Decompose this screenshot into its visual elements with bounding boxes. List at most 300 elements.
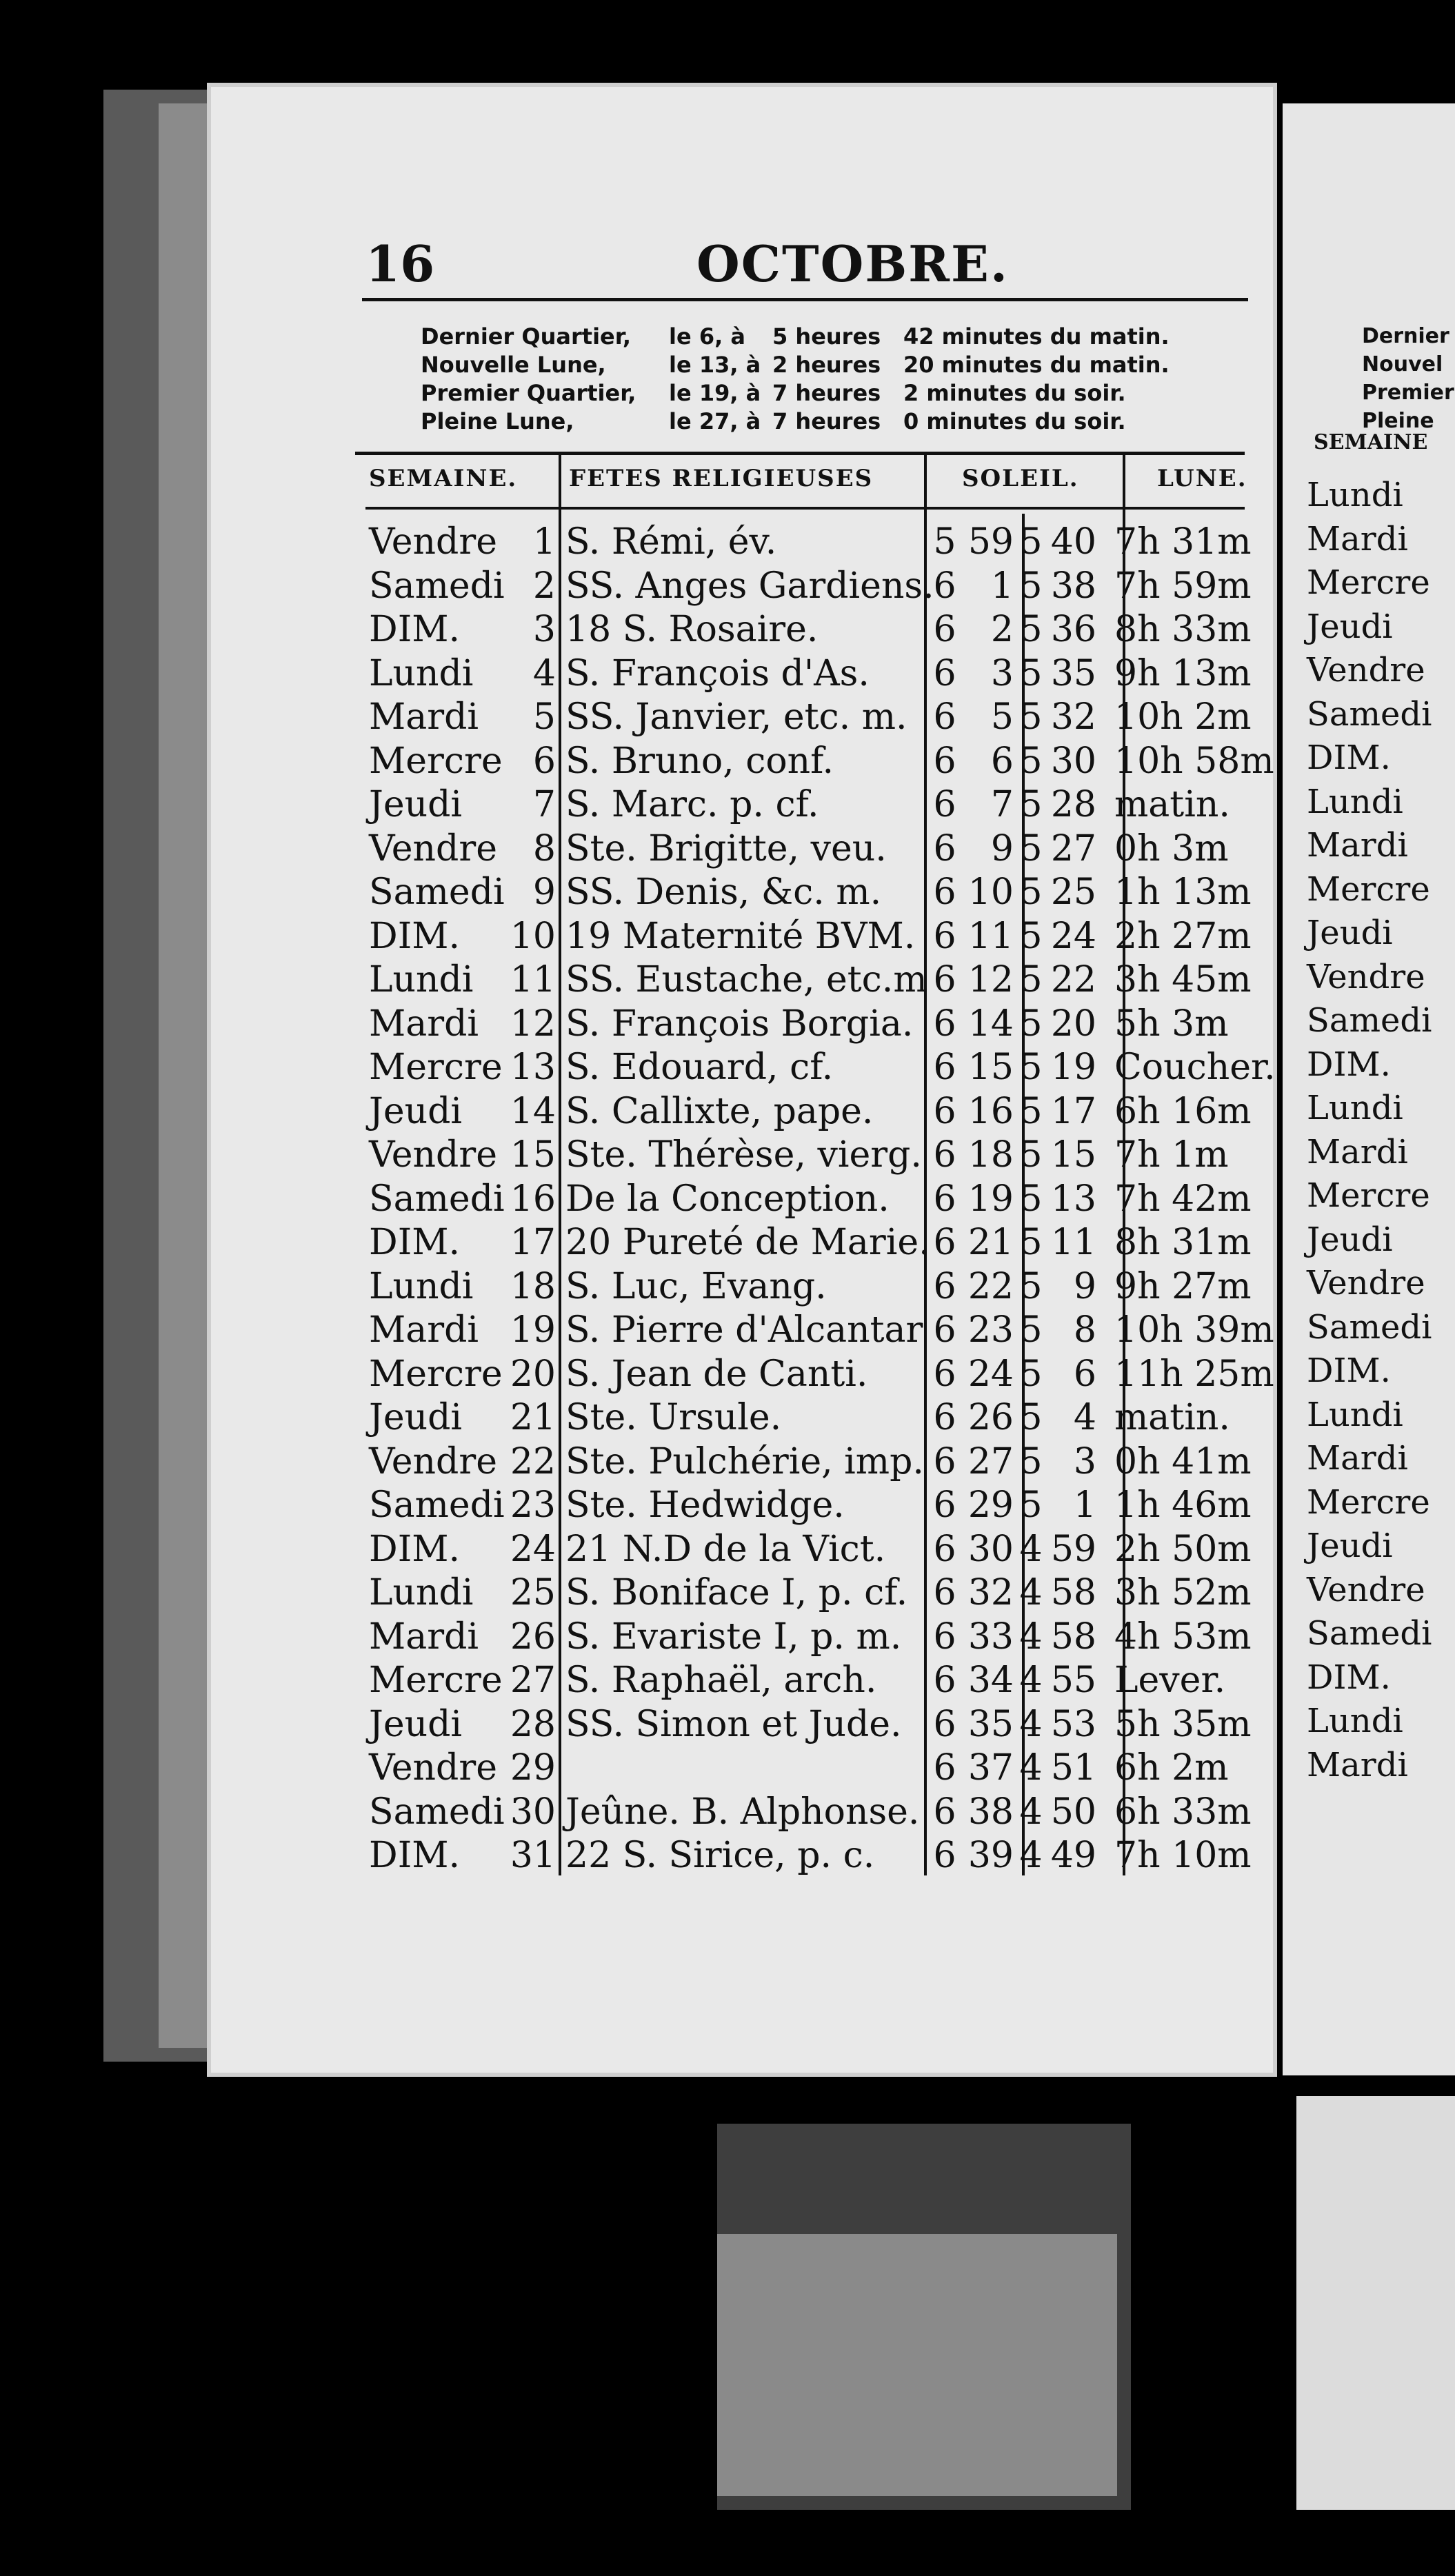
facing-page-day: Vendre xyxy=(1307,1570,1425,1609)
facing-page-day: Lundi xyxy=(1307,1395,1403,1434)
sunrise-hour: 6 xyxy=(933,1616,956,1658)
col-header-lune: LUNE. xyxy=(1157,465,1247,492)
facing-page-day: Lundi xyxy=(1307,1089,1403,1127)
sunset-minute: 19 xyxy=(1050,1047,1096,1088)
moon-phase-row xyxy=(421,351,1193,379)
moon-phases xyxy=(421,323,1193,436)
moon-time: 6h 16m xyxy=(1114,1090,1252,1132)
sunrise-hour: 6 xyxy=(933,915,956,957)
sunset-minute: 51 xyxy=(1050,1747,1096,1789)
table-header-rule xyxy=(365,507,1245,510)
feast-name: SS. Anges Gardiens. xyxy=(565,565,934,607)
feast-name: 19 Maternité BVM. xyxy=(565,915,916,957)
moon-time: matin. xyxy=(1114,1397,1230,1438)
background-object-light xyxy=(717,2234,1117,2496)
calendar-row xyxy=(369,1134,1245,1176)
sunrise-minute: 29 xyxy=(967,1485,1014,1526)
day-name: Lundi xyxy=(369,1265,474,1307)
sunset-hour: 4 xyxy=(1019,1616,1043,1658)
sunset-hour: 5 xyxy=(1019,872,1043,913)
calendar-row xyxy=(369,871,1252,914)
feast-name: 20 Pureté de Marie. xyxy=(565,1222,930,1263)
day-number: 5 xyxy=(532,696,556,738)
day-name: Lundi xyxy=(369,1572,474,1613)
day-name: Jeudi xyxy=(369,1090,463,1132)
sunset-hour: 5 xyxy=(1019,1178,1043,1220)
sunset-minute: 30 xyxy=(1050,740,1096,782)
sunrise-minute: 14 xyxy=(967,1003,1014,1045)
sunset-minute: 4 xyxy=(1073,1397,1096,1438)
sunrise-minute: 33 xyxy=(967,1616,1014,1658)
sunset-hour: 5 xyxy=(1019,521,1043,563)
sunrise-hour: 6 xyxy=(933,1222,956,1263)
sunrise-minute: 24 xyxy=(967,1353,1014,1395)
calendar-row xyxy=(369,565,1252,607)
sunrise-hour: 6 xyxy=(933,740,956,782)
calendar-row xyxy=(369,1528,1252,1571)
calendar-row xyxy=(369,652,1252,695)
moon-time: 6h 33m xyxy=(1114,1791,1252,1833)
sunset-hour: 4 xyxy=(1019,1747,1043,1789)
phase-minutes: 42 minutes du matin. xyxy=(903,323,1170,350)
sunset-hour: 5 xyxy=(1019,652,1043,694)
day-name: DIM. xyxy=(369,1528,461,1570)
day-number: 28 xyxy=(510,1703,556,1745)
facing-page-day: DIM. xyxy=(1307,738,1391,777)
sunset-minute: 17 xyxy=(1050,1090,1096,1132)
sunset-hour: 5 xyxy=(1019,1353,1043,1395)
moon-time: 6h 2m xyxy=(1114,1747,1229,1789)
feast-name: Ste. Thérèse, vierg. xyxy=(565,1134,922,1176)
day-name: Mercre xyxy=(369,1660,503,1701)
feast-name: S. Boniface I, p. cf. xyxy=(565,1572,908,1613)
facing-page-day: Vendre xyxy=(1307,651,1425,690)
facing-page-day: Jeudi xyxy=(1307,914,1393,952)
sunset-hour: 5 xyxy=(1019,915,1043,957)
facing-page-day: DIM. xyxy=(1307,1658,1391,1697)
sunset-minute: 53 xyxy=(1050,1703,1096,1745)
phase-name: Premier Quartier, xyxy=(421,380,636,406)
moon-time: 0h 41m xyxy=(1114,1440,1252,1482)
calendar-row xyxy=(369,827,1245,870)
calendar-row xyxy=(369,958,1252,1001)
sunrise-minute: 5 xyxy=(990,696,1014,738)
day-name: Vendre xyxy=(369,827,497,869)
moon-time: 7h 10m xyxy=(1114,1835,1252,1876)
moon-phase-row xyxy=(421,407,1193,436)
day-name: Lundi xyxy=(369,652,474,694)
day-number: 4 xyxy=(532,652,556,694)
sunrise-minute: 35 xyxy=(967,1703,1014,1745)
sunrise-minute: 11 xyxy=(967,915,1014,957)
sunrise-hour: 6 xyxy=(933,609,956,650)
moon-time: 9h 27m xyxy=(1114,1265,1252,1307)
day-number: 16 xyxy=(510,1178,556,1220)
sunset-hour: 5 xyxy=(1019,1485,1043,1526)
day-name: Mardi xyxy=(369,1616,479,1658)
day-number: 27 xyxy=(510,1660,556,1701)
facing-page-day: Mardi xyxy=(1307,1439,1408,1478)
day-number: 31 xyxy=(510,1835,556,1876)
moon-time: 10h 2m xyxy=(1114,696,1252,738)
feast-name: Ste. Hedwidge. xyxy=(565,1485,845,1526)
sunset-hour: 5 xyxy=(1019,1265,1043,1307)
facing-page-phase-label: Premier xyxy=(1362,381,1454,405)
sunrise-minute: 7 xyxy=(990,784,1014,825)
facing-page-phase-label: Dernier xyxy=(1362,324,1449,348)
phase-hours: 7 heures xyxy=(772,380,881,406)
moon-time: 0h 3m xyxy=(1114,827,1229,869)
sunrise-minute: 26 xyxy=(967,1397,1014,1438)
sunset-minute: 8 xyxy=(1073,1309,1096,1351)
calendar-row xyxy=(369,1747,1245,1789)
phase-name: Nouvelle Lune, xyxy=(421,352,606,378)
sunrise-minute: 16 xyxy=(967,1090,1014,1132)
day-name: Mercre xyxy=(369,740,503,782)
sunrise-hour: 6 xyxy=(933,1090,956,1132)
phase-hours: 7 heures xyxy=(772,408,881,434)
moon-time: 7h 1m xyxy=(1114,1134,1229,1176)
sunset-minute: 22 xyxy=(1050,959,1096,1000)
calendar-row xyxy=(369,1090,1252,1133)
facing-page-day: Vendre xyxy=(1307,957,1425,996)
day-number: 7 xyxy=(532,784,556,825)
phase-minutes: 20 minutes du matin. xyxy=(903,352,1170,378)
phase-minutes: 2 minutes du soir. xyxy=(903,380,1126,406)
feast-name: S. Edouard, cf. xyxy=(565,1047,834,1088)
sunrise-hour: 6 xyxy=(933,1353,956,1395)
phase-hours: 2 heures xyxy=(772,352,881,378)
calendar-row xyxy=(369,915,1252,958)
sunrise-hour: 6 xyxy=(933,1528,956,1570)
sunset-hour: 4 xyxy=(1019,1703,1043,1745)
col-header-fetes: FETES RELIGIEUSES xyxy=(569,465,874,492)
moon-time: 5h 35m xyxy=(1114,1703,1252,1745)
day-name: Mardi xyxy=(369,696,479,738)
sunrise-hour: 6 xyxy=(933,1178,956,1220)
sunset-hour: 4 xyxy=(1019,1572,1043,1613)
sunrise-minute: 10 xyxy=(967,872,1014,913)
sunset-minute: 20 xyxy=(1050,1003,1096,1045)
sunrise-minute: 1 xyxy=(990,565,1014,607)
sunrise-hour: 6 xyxy=(933,1835,956,1876)
sunrise-hour: 6 xyxy=(933,696,956,738)
feast-name: Ste. Brigitte, veu. xyxy=(565,827,887,869)
day-number: 23 xyxy=(510,1485,556,1526)
feast-name: S. Marc. p. cf. xyxy=(565,784,819,825)
facing-page-day: Vendre xyxy=(1307,1264,1425,1302)
sunrise-minute: 12 xyxy=(967,959,1014,1000)
calendar-row xyxy=(369,521,1252,563)
calendar-row xyxy=(369,1046,1276,1089)
sunset-hour: 5 xyxy=(1019,1090,1043,1132)
day-name: Vendre xyxy=(369,1747,497,1789)
phase-name: Pleine Lune, xyxy=(421,408,574,434)
sunrise-hour: 6 xyxy=(933,1134,956,1176)
facing-page-day: Jeudi xyxy=(1307,607,1393,646)
day-name: Samedi xyxy=(369,1791,505,1833)
day-number: 11 xyxy=(510,959,556,1000)
sunrise-hour: 6 xyxy=(933,1003,956,1045)
moon-time: 5h 3m xyxy=(1114,1003,1229,1045)
moon-time: Lever. xyxy=(1114,1660,1226,1701)
facing-page-day: Mardi xyxy=(1307,519,1408,559)
facing-page-day: Mercre xyxy=(1307,869,1430,909)
feast-name: S. François d'As. xyxy=(565,652,870,694)
moon-time: 1h 46m xyxy=(1114,1485,1252,1526)
day-name: DIM. xyxy=(369,1222,461,1263)
feast-name: S. Callixte, pape. xyxy=(565,1090,874,1132)
moon-phase-row xyxy=(421,323,1193,351)
day-number: 8 xyxy=(532,827,556,869)
calendar-row xyxy=(369,608,1252,651)
moon-time: 7h 42m xyxy=(1114,1178,1252,1220)
day-number: 10 xyxy=(510,915,556,957)
page-number: 16 xyxy=(365,234,435,293)
feast-name: SS. Janvier, etc. m. xyxy=(565,696,907,738)
sunrise-hour: 6 xyxy=(933,784,956,825)
header-rule xyxy=(362,298,1248,301)
sunrise-hour: 6 xyxy=(933,1309,956,1351)
sunrise-minute: 59 xyxy=(967,521,1014,563)
moon-time: matin. xyxy=(1114,784,1230,825)
sunrise-minute: 21 xyxy=(967,1222,1014,1263)
sunset-minute: 3 xyxy=(1073,1440,1096,1482)
phase-day: le 6, à xyxy=(669,323,745,350)
day-name: DIM. xyxy=(369,915,461,957)
phase-day: le 19, à xyxy=(669,380,761,406)
sunset-hour: 5 xyxy=(1019,696,1043,738)
day-number: 13 xyxy=(510,1047,556,1088)
feast-name: S. François Borgia. xyxy=(565,1003,914,1045)
calendar-row xyxy=(369,740,1274,783)
calendar-row xyxy=(369,1309,1274,1351)
sunrise-hour: 6 xyxy=(933,1572,956,1613)
calendar-row xyxy=(369,1353,1274,1396)
feast-name: 21 N.D de la Vict. xyxy=(565,1528,886,1570)
day-name: Lundi xyxy=(369,959,474,1000)
sunset-minute: 6 xyxy=(1073,1353,1096,1395)
facing-page-day: Jeudi xyxy=(1307,1220,1393,1259)
sunset-minute: 36 xyxy=(1050,609,1096,650)
facing-page-day: Lundi xyxy=(1307,1702,1403,1740)
sunrise-minute: 39 xyxy=(967,1835,1014,1876)
sunset-minute: 59 xyxy=(1050,1528,1096,1570)
feast-name: Ste. Ursule. xyxy=(565,1397,782,1438)
day-name: Samedi xyxy=(369,1485,505,1526)
phase-minutes: 0 minutes du soir. xyxy=(903,408,1126,434)
sunset-minute: 24 xyxy=(1050,915,1096,957)
calendar-row xyxy=(369,1834,1252,1877)
facing-page-day: Jeudi xyxy=(1307,1527,1393,1565)
facing-page-day: Mardi xyxy=(1307,1745,1408,1784)
day-name: Samedi xyxy=(369,1178,505,1220)
calendar-row xyxy=(369,1178,1252,1220)
col-header-soleil: SOLEIL. xyxy=(962,465,1079,492)
moon-time: 3h 45m xyxy=(1114,959,1252,1000)
calendar-row xyxy=(369,1791,1252,1833)
moon-time: 7h 59m xyxy=(1114,565,1252,607)
moon-time: 4h 53m xyxy=(1114,1616,1252,1658)
feast-name: S. Evariste I, p. m. xyxy=(565,1616,902,1658)
day-number: 25 xyxy=(510,1572,556,1613)
day-number: 26 xyxy=(510,1616,556,1658)
day-number: 3 xyxy=(532,609,556,650)
calendar-row xyxy=(369,1616,1252,1658)
moon-time: 7h 31m xyxy=(1114,521,1252,563)
sunrise-hour: 6 xyxy=(933,1703,956,1745)
moon-time: 10h 39m xyxy=(1114,1309,1274,1351)
feast-name: Ste. Pulchérie, imp. xyxy=(565,1440,924,1482)
day-name: Mardi xyxy=(369,1309,479,1351)
day-number: 6 xyxy=(532,740,556,782)
sunrise-hour: 6 xyxy=(933,959,956,1000)
day-number: 18 xyxy=(510,1265,556,1307)
moon-time: 10h 58m xyxy=(1114,740,1274,782)
sunrise-hour: 6 xyxy=(933,1485,956,1526)
sunrise-minute: 30 xyxy=(967,1528,1014,1570)
day-number: 24 xyxy=(510,1528,556,1570)
sunset-hour: 5 xyxy=(1019,784,1043,825)
sunset-hour: 5 xyxy=(1019,827,1043,869)
day-number: 30 xyxy=(510,1791,556,1833)
feast-name: S. Bruno, conf. xyxy=(565,740,834,782)
sunset-hour: 5 xyxy=(1019,1047,1043,1088)
sunset-hour: 5 xyxy=(1019,565,1043,607)
feast-name: S. Pierre d'Alcantar xyxy=(565,1309,923,1351)
feast-name: SS. Eustache, etc.m xyxy=(565,959,927,1000)
sunrise-minute: 22 xyxy=(967,1265,1014,1307)
phase-day: le 27, à xyxy=(669,408,761,434)
sunrise-hour: 6 xyxy=(933,1791,956,1833)
facing-page-phase-label: Nouvel xyxy=(1362,352,1443,376)
sunset-hour: 5 xyxy=(1019,1397,1043,1438)
sunrise-minute: 2 xyxy=(990,609,1014,650)
sunset-minute: 58 xyxy=(1050,1572,1096,1613)
sunset-minute: 50 xyxy=(1050,1791,1096,1833)
calendar-row xyxy=(369,1703,1252,1746)
calendar-row xyxy=(369,1571,1252,1614)
sunrise-hour: 6 xyxy=(933,827,956,869)
day-number: 9 xyxy=(532,872,556,913)
sunrise-minute: 34 xyxy=(967,1660,1014,1701)
sunset-minute: 15 xyxy=(1050,1134,1096,1176)
sunset-hour: 4 xyxy=(1019,1660,1043,1701)
day-name: Vendre xyxy=(369,1440,497,1482)
day-name: Jeudi xyxy=(369,784,463,825)
sunset-hour: 5 xyxy=(1019,1134,1043,1176)
moon-time: 11h 25m xyxy=(1114,1353,1274,1395)
calendar-row xyxy=(369,1221,1252,1264)
feast-name: S. Luc, Evang. xyxy=(565,1265,827,1307)
feast-name: 18 S. Rosaire. xyxy=(565,609,819,650)
facing-page-day: Samedi xyxy=(1307,694,1432,734)
sunset-minute: 1 xyxy=(1073,1485,1096,1526)
feast-name: S. Rémi, év. xyxy=(565,521,777,563)
day-number: 1 xyxy=(532,521,556,563)
feast-name: Jeûne. B. Alphonse. xyxy=(565,1791,920,1833)
sunset-minute: 35 xyxy=(1050,652,1096,694)
sunset-hour: 5 xyxy=(1019,609,1043,650)
sunrise-hour: 6 xyxy=(933,1265,956,1307)
moon-time: 3h 52m xyxy=(1114,1572,1252,1613)
day-number: 29 xyxy=(510,1747,556,1789)
sunrise-hour: 5 xyxy=(933,521,956,563)
sunset-hour: 4 xyxy=(1019,1528,1043,1570)
moon-phase-row xyxy=(421,379,1193,407)
sunrise-minute: 9 xyxy=(990,827,1014,869)
day-name: DIM. xyxy=(369,1835,461,1876)
day-name: Jeudi xyxy=(369,1397,463,1438)
calendar-row xyxy=(369,1440,1252,1483)
sunrise-hour: 6 xyxy=(933,1397,956,1438)
day-name: Samedi xyxy=(369,565,505,607)
day-number: 17 xyxy=(510,1222,556,1263)
sunrise-minute: 15 xyxy=(967,1047,1014,1088)
sunrise-minute: 32 xyxy=(967,1572,1014,1613)
col-header-semaine: SEMAINE. xyxy=(369,465,518,492)
sunset-hour: 5 xyxy=(1019,1440,1043,1482)
sunset-minute: 55 xyxy=(1050,1660,1096,1701)
moon-time: 1h 13m xyxy=(1114,872,1252,913)
day-name: Vendre xyxy=(369,521,497,563)
sunrise-minute: 27 xyxy=(967,1440,1014,1482)
sunrise-hour: 6 xyxy=(933,872,956,913)
calendar-row xyxy=(369,1659,1245,1702)
day-name: Jeudi xyxy=(369,1703,463,1745)
calendar-row xyxy=(369,783,1245,826)
sunset-hour: 5 xyxy=(1019,1003,1043,1045)
sunrise-hour: 6 xyxy=(933,1440,956,1482)
sunset-hour: 4 xyxy=(1019,1791,1043,1833)
sunrise-minute: 19 xyxy=(967,1178,1014,1220)
facing-page-bottom xyxy=(1296,2096,1455,2510)
calendar-row xyxy=(369,1484,1252,1527)
day-name: Mardi xyxy=(369,1003,479,1045)
facing-page-day: Lundi xyxy=(1307,782,1403,821)
feast-name: S. Jean de Canti. xyxy=(565,1353,868,1395)
facing-page-phase-label: Pleine xyxy=(1362,409,1434,433)
moon-time: 9h 13m xyxy=(1114,652,1252,694)
day-number: 2 xyxy=(532,565,556,607)
sunset-minute: 49 xyxy=(1050,1835,1096,1876)
sunrise-hour: 6 xyxy=(933,1047,956,1088)
feast-name: S. Raphaël, arch. xyxy=(565,1660,877,1701)
sunset-hour: 5 xyxy=(1019,1309,1043,1351)
sunset-minute: 9 xyxy=(1073,1265,1096,1307)
day-name: Samedi xyxy=(369,872,505,913)
sunrise-minute: 23 xyxy=(967,1309,1014,1351)
sunrise-hour: 6 xyxy=(933,652,956,694)
facing-page-day: Mardi xyxy=(1307,1132,1408,1171)
sunrise-hour: 6 xyxy=(933,1660,956,1701)
facing-page-day: Mardi xyxy=(1307,826,1408,865)
page-title: OCTOBRE. xyxy=(696,234,1009,293)
day-name: Mercre xyxy=(369,1353,503,1395)
sunset-minute: 38 xyxy=(1050,565,1096,607)
sunrise-minute: 3 xyxy=(990,652,1014,694)
feast-name: 22 S. Sirice, p. c. xyxy=(565,1835,875,1876)
facing-page-day: Mercre xyxy=(1307,1176,1430,1215)
day-number: 20 xyxy=(510,1353,556,1395)
phase-hours: 5 heures xyxy=(772,323,881,350)
facing-page-day: DIM. xyxy=(1307,1045,1391,1084)
sunrise-hour: 6 xyxy=(933,565,956,607)
day-number: 22 xyxy=(510,1440,556,1482)
feast-name: SS. Simon et Jude. xyxy=(565,1703,902,1745)
phase-day: le 13, à xyxy=(669,352,761,378)
sunrise-minute: 6 xyxy=(990,740,1014,782)
